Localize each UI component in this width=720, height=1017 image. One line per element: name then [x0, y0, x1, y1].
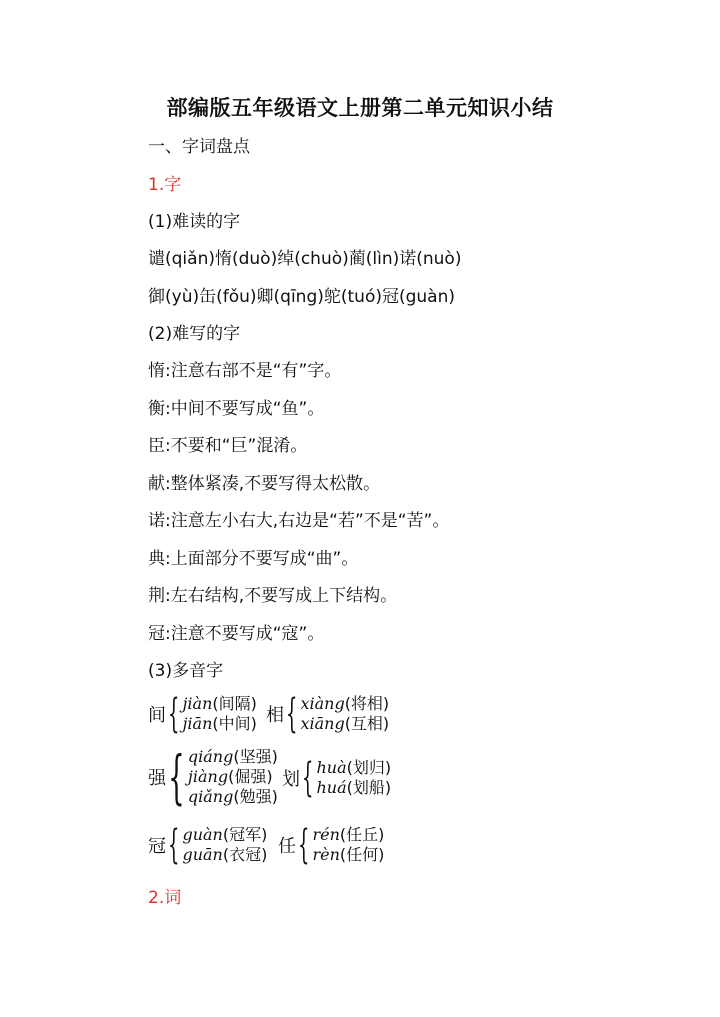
example-word: (冠军) [222, 825, 268, 844]
polyphone-guan [148, 822, 268, 868]
page-title: 部编版五年级语文上册第二单元知识小结 [166, 96, 554, 120]
brace-icon: { [168, 743, 185, 811]
hard-to-write-item: 诺:注意左小右大,右边是“若”不是“苦”。 [148, 511, 450, 531]
reading-row [182, 845, 267, 865]
example-word: (衣冠) [222, 845, 268, 864]
polyphone-character: 冠 [148, 836, 166, 857]
pinyin: xiàng [300, 694, 345, 713]
hard-to-write-item: 臣:不要和“巨”混淆。 [148, 436, 308, 456]
pinyin: jiān [182, 714, 213, 733]
hard-to-write-item: 荆:左右结构,不要写成上下结构。 [148, 586, 398, 606]
subheading-words: 2.词 [148, 888, 182, 908]
subheading-polyphones: (3)多音字 [148, 661, 224, 681]
example-word: (中间) [212, 714, 257, 733]
brace-icon: { [285, 691, 298, 737]
example-word: (划归) [346, 758, 392, 777]
brace-icon: { [167, 822, 180, 868]
reading-row [300, 714, 389, 734]
example-word: (间隔) [212, 694, 257, 713]
brace-icon: { [301, 755, 314, 801]
pinyin: rén [312, 825, 340, 844]
reading-row [182, 825, 267, 845]
subheading-hard-to-read: (1)难读的字 [148, 212, 241, 232]
polyphone-readings [316, 758, 391, 798]
polyphone-hua [282, 755, 392, 801]
pinyin: jiàng [187, 767, 229, 786]
example-word: (勉强) [233, 787, 278, 806]
polyphone-qiang [148, 743, 278, 811]
polyphone-readings [182, 825, 267, 865]
polyphone-jian [148, 691, 257, 737]
pinyin: qiáng [187, 747, 234, 766]
hard-to-read-line-2: 御(yù)缶(fǒu)卿(qīng)鸵(tuó)冠(guàn) [148, 287, 455, 307]
example-word: (任何) [339, 845, 385, 864]
reading-row [316, 778, 391, 798]
section-heading-word-review: 一、字词盘点 [148, 137, 250, 157]
hard-to-write-item: 惰:注意右部不是“有”字。 [148, 361, 342, 381]
polyphone-xiang [266, 691, 390, 737]
hard-to-read-line-1: 谴(qiǎn)惰(duò)绰(chuò)蔺(lìn)诺(nuò) [148, 249, 462, 269]
reading-row [182, 694, 256, 714]
pinyin: huà [316, 758, 347, 777]
reading-row [182, 714, 256, 734]
subheading-hard-to-write: (2)难写的字 [148, 324, 241, 344]
example-word: (倔强) [228, 767, 273, 786]
brace-icon: { [297, 822, 310, 868]
reading-row [188, 767, 278, 787]
pinyin: rèn [312, 845, 340, 864]
polyphone-character: 任 [278, 836, 296, 857]
reading-row [188, 787, 278, 807]
polyphone-character: 强 [148, 768, 166, 789]
subheading-characters: 1.字 [148, 175, 182, 195]
example-word: (将相) [344, 694, 390, 713]
example-word: (任丘) [339, 825, 385, 844]
polyphone-readings [182, 694, 256, 734]
reading-row [312, 845, 384, 865]
reading-row [300, 694, 389, 714]
polyphone-character: 间 [148, 705, 166, 726]
reading-row [188, 747, 278, 767]
hard-to-write-item: 衡:中间不要写成“鱼”。 [148, 399, 325, 419]
hard-to-write-item: 冠:注意不要写成“寇”。 [148, 624, 325, 644]
example-word: (互相) [344, 714, 390, 733]
polyphone-readings [188, 747, 278, 807]
polyphone-readings [300, 694, 389, 734]
example-word: (划船) [346, 778, 392, 797]
hard-to-write-item: 典:上面部分不要写成“曲”。 [148, 549, 359, 569]
reading-row [312, 825, 384, 845]
reading-row [316, 758, 391, 778]
pinyin: qiǎng [187, 787, 234, 806]
pinyin: huá [316, 778, 347, 797]
polyphone-character: 相 [266, 705, 284, 726]
pinyin: guān [182, 845, 223, 864]
hard-to-write-item: 献:整体紧凑,不要写得太松散。 [148, 474, 381, 494]
pinyin: jiàn [182, 694, 213, 713]
polyphone-ren [278, 822, 385, 868]
pinyin: xiāng [300, 714, 345, 733]
polyphone-character: 划 [282, 769, 300, 790]
example-word: (坚强) [233, 747, 278, 766]
brace-icon: { [167, 691, 180, 737]
polyphone-readings [312, 825, 384, 865]
pinyin: guàn [182, 825, 223, 844]
